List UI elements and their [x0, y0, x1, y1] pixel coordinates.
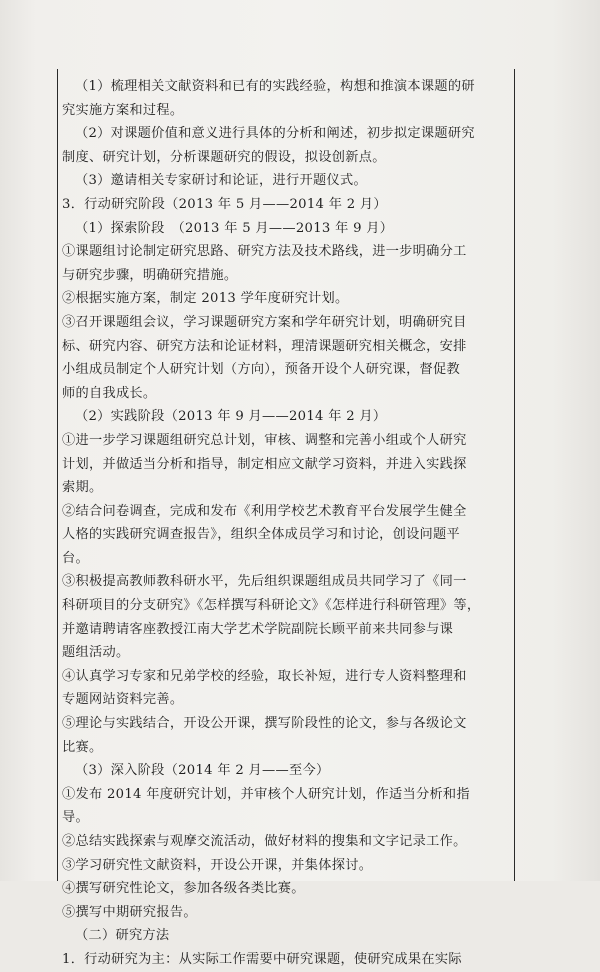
text-line: ①课题组讨论制定研究思路、研究方法及技术路线，进一步明确分工 — [62, 244, 467, 260]
text-line: ③学习研究性文献资料，开设公开课，并集体探讨。 — [62, 857, 373, 873]
text-line: 台。 — [62, 550, 89, 566]
text-line: （3）邀请相关专家研讨和论证，进行开题仪式。 — [75, 173, 367, 189]
text-line: ④认真学习专家和兄弟学校的经验，取长补短，进行专人资料整理和 — [62, 668, 467, 684]
text-line: （2）对课题价值和意义进行具体的分析和阐述，初步拟定课题研究 — [75, 126, 475, 142]
text-line: 与研究步骤，明确研究措施。 — [62, 267, 238, 283]
text-line: ①发布 2014 年度研究计划，并审核个人研究计划，作适当分析和指 — [62, 786, 470, 802]
text-line: 人格的实践研究调查报告》，组织全体成员学习和讨论，创设问题平 — [62, 527, 461, 543]
text-line: 师的自我成长。 — [62, 385, 157, 401]
text-line: 标、研究内容、研究方法和论证材料，理清课题研究相关概念，安排 — [62, 338, 467, 354]
text-line: ①进一步学习课题组研究总计划，审核、调整和完善小组或个人研究 — [62, 432, 467, 448]
document-body — [62, 75, 510, 972]
text-line: （1）探索阶段 （2013 年 5 月——2013 年 9 月） — [75, 220, 394, 236]
text-line: ⑤理论与实践结合，开设公开课，撰写阶段性的论文，参与各级论文 — [62, 716, 467, 732]
text-line: 索期。 — [62, 480, 103, 496]
text-line: 3．行动研究阶段（2013 年 5 月——2014 年 2 月） — [62, 196, 387, 212]
text-line: 比赛。 — [62, 739, 103, 755]
text-line: 1．行动研究为主：从实际工作需要中研究课题，使研究成果在实际 — [62, 951, 462, 967]
text-line: 小组成员制定个人研究计划（方向），预备开设个人研究课，督促教 — [62, 362, 461, 378]
text-line: （2）实践阶段（2013 年 9 月——2014 年 2 月） — [75, 409, 387, 425]
text-line: （3）深入阶段（2014 年 2 月——至今） — [75, 763, 330, 779]
text-line: 科研项目的分支研究》《怎样撰写科研论文》《怎样进行科研管理》等， — [62, 598, 481, 614]
text-line: ②根据实施方案，制定 2013 学年度研究计划。 — [62, 291, 349, 307]
text-line: ⑤撰写中期研究报告。 — [62, 904, 197, 920]
text-line: ②结合问卷调查，完成和发布《利用学校艺术教育平台发展学生健全 — [62, 503, 467, 519]
text-line: （1）梳理相关文献资料和已有的实践经验，构想和推演本课题的研 — [75, 79, 475, 94]
text-line: （二）研究方法 — [75, 928, 170, 944]
text-line: 究实施方案和过程。 — [62, 102, 184, 118]
text-line: 专题网站资料完善。 — [62, 692, 184, 708]
text-line: ②总结实践探索与观摩交流活动，做好材料的搜集和文字记录工作。 — [62, 834, 467, 849]
text-line: ③积极提高教师教科研水平，先后组织课题组成员共同学习了《同一 — [62, 574, 467, 590]
text-line: 导。 — [62, 810, 89, 826]
text-line: 计划，并做适当分析和指导，制定相应文献学习资料，并进入实践探 — [62, 456, 467, 472]
text-line: ④撰写研究性论文，参加各级各类比赛。 — [62, 881, 305, 897]
text-line: ③召开课题组会议，学习课题研究方案和学年研究计划，明确研究目 — [62, 314, 467, 330]
text-line: 制度、研究计划，分析课题研究的假设，拟设创新点。 — [62, 149, 386, 165]
text-line: 题组活动。 — [62, 645, 130, 661]
text-line: 并邀请聘请客座教授江南大学艺术学院副院长顾平前来共同参与课 — [62, 621, 454, 637]
